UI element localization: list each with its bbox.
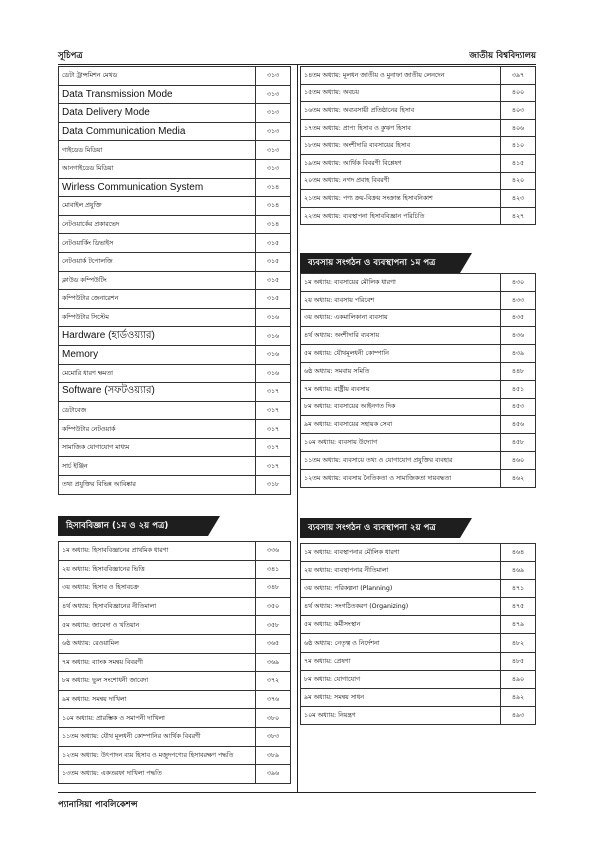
toc-entry-page: ৪৫৮ — [501, 434, 536, 452]
toc-entry-title: ৭ম অধ্যায়: প্রেষণা — [301, 652, 501, 670]
toc-row — [59, 560, 291, 579]
toc-entry-title: ২২তম অধ্যায়: ব্যবস্থাপনা হিসাববিজ্ঞান পরিচিতি — [301, 207, 501, 225]
toc-entry-title: নেটওয়ার্কিং ডিভাইস — [59, 234, 256, 253]
toc-entry-title: ক্লাউড কম্পিউটিং — [59, 271, 256, 290]
toc-entry-page: ৩১৩ — [256, 159, 291, 178]
toc-entry-title: ৮ম অধ্যায়: ভুল সংশোধনী জাবেদা — [59, 672, 256, 691]
toc-entry-page: ৩৮৩ — [256, 727, 291, 746]
toc-entry-page: ৩১৭ — [256, 420, 291, 439]
toc-table-ict — [58, 66, 291, 495]
toc-row — [301, 102, 536, 120]
toc-row — [301, 652, 536, 670]
toc-row — [301, 634, 536, 652]
toc-row — [59, 234, 291, 253]
toc-entry-page: ৪১৫ — [501, 154, 536, 172]
toc-entry-page: ৪৯২ — [501, 688, 536, 706]
toc-entry-page: ৩১৬ — [256, 308, 291, 327]
toc-row — [59, 634, 291, 653]
toc-row — [301, 670, 536, 688]
toc-entry-page: ৩১৩ — [256, 104, 291, 123]
toc-entry-title: ২য় অধ্যায়: ব্যবস্থাপনার নীতিমালা — [301, 562, 501, 580]
toc-entry-page: ৪৯৩ — [501, 706, 536, 724]
toc-row — [301, 598, 536, 616]
toc-entry-title: ৯ম অধ্যায়: ব্যবসায়ের সহায়ক সেবা — [301, 416, 501, 434]
toc-entry-page: ৩১৬ — [256, 345, 291, 364]
toc-entry-page: ৩৭২ — [256, 672, 291, 691]
toc-row — [301, 291, 536, 309]
toc-entry-title: ১ম অধ্যায়: হিসাববিজ্ঞানের প্রাথমিক ধারণা — [59, 542, 256, 561]
toc-row — [301, 380, 536, 398]
toc-row — [59, 364, 291, 383]
toc-entry-title: ৩য় অধ্যায়: হিসাব ও হিসাবচক্র — [59, 579, 256, 598]
toc-entry-page: ৩১৮ — [256, 476, 291, 495]
toc-entry-page: ৩১৪ — [256, 178, 291, 197]
toc-entry-title: Hardware (হার্ডওয়্যার) — [59, 327, 256, 346]
toc-row — [59, 383, 291, 402]
toc-entry-title: ৫ম অধ্যায়: জাবেদা ও খতিয়ান — [59, 616, 256, 635]
toc-row — [301, 434, 536, 452]
toc-entry-title: ৯ম অধ্যায়: সমন্বয় সাধন — [301, 688, 501, 706]
toc-entry-page: ৩১৭ — [256, 383, 291, 402]
footer-rule — [58, 792, 536, 793]
toc-row — [59, 178, 291, 197]
toc-entry-title: ১৬তম অধ্যায়: অব্যবসায়ী প্রতিষ্ঠানের হিসাব — [301, 102, 501, 120]
toc-row — [301, 706, 536, 724]
toc-entry-title: ২য় অধ্যায়: ব্যবসায় পরিবেশ — [301, 291, 501, 309]
toc-entry-page: ৩১৪ — [256, 215, 291, 234]
toc-row — [301, 469, 536, 487]
toc-entry-page: ৪৫৩ — [501, 398, 536, 416]
toc-row — [59, 327, 291, 346]
toc-entry-title: ১৭তম অধ্যায়: প্রাপ্য হিসাব ও কুঋণ হিসাব — [301, 119, 501, 137]
toc-row — [301, 562, 536, 580]
toc-row — [59, 542, 291, 561]
toc-entry-page: ৩৭৬ — [256, 690, 291, 709]
toc-row — [59, 104, 291, 123]
toc-entry-title: নেটওয়ার্ক টপোলজি — [59, 252, 256, 271]
toc-row — [59, 457, 291, 476]
toc-entry-title: মোবাইল প্রযুক্তি — [59, 197, 256, 216]
toc-row — [59, 746, 291, 765]
toc-row — [301, 172, 536, 190]
toc-entry-page: ৩১৫ — [256, 290, 291, 309]
toc-row — [301, 451, 536, 469]
toc-entry-title: ২১তম অধ্যায়: পণ্য ক্রয়-বিক্রয় সংক্রান্ত হিসাবনিকাশ — [301, 190, 501, 208]
toc-entry-title: ১০ম অধ্যায়: প্রারম্ভিক ও সমাপনী দাখিলা — [59, 709, 256, 728]
toc-row — [59, 727, 291, 746]
toc-entry-page: ৩৯৬ — [256, 765, 291, 784]
toc-row — [59, 597, 291, 616]
toc-entry-title: কম্পিউটার নেটওয়ার্ক — [59, 420, 256, 439]
toc-entry-page: ৩৬৯ — [256, 653, 291, 672]
toc-entry-page: ৪৩০ — [501, 274, 536, 292]
toc-row — [59, 67, 291, 86]
toc-table-accounting — [58, 541, 291, 784]
toc-row — [301, 119, 536, 137]
toc-entry-page: ৪২০ — [501, 172, 536, 190]
toc-entry-title: সামাজিক যোগাযোগ মাধ্যম — [59, 438, 256, 457]
toc-entry-title: কম্পিউটার জেনারেশন — [59, 290, 256, 309]
toc-entry-title: ৩য় অধ্যায়: পরিকল্পনা (Planning) — [301, 580, 501, 598]
toc-entry-title: ৭ম অধ্যায়: ব্যাংক সমন্বয় বিবরণী — [59, 653, 256, 672]
toc-entry-title: ৮ম অধ্যায়: ব্যবসায়ের আইনগত দিক — [301, 398, 501, 416]
toc-entry-page: ৩৪৮ — [256, 579, 291, 598]
toc-row — [301, 190, 536, 208]
toc-row — [301, 327, 536, 345]
toc-entry-title: ১ম অধ্যায়: ব্যবসায়ের মৌলিক ধারণা — [301, 274, 501, 292]
toc-entry-title: ১৫তম অধ্যায়: অবচয় — [301, 84, 501, 102]
toc-entry-page: ৪২৩ — [501, 190, 536, 208]
toc-entry-page: ৩৩৬ — [256, 542, 291, 561]
toc-entry-page: ৪৭৯ — [501, 616, 536, 634]
toc-row — [59, 197, 291, 216]
toc-entry-title: ১০ম অধ্যায়: ব্যবসায় উদ্যোগ — [301, 434, 501, 452]
toc-entry-title: ডেটা ট্রান্সমিশন মেথড — [59, 67, 256, 86]
toc-row — [59, 765, 291, 784]
toc-entry-page: ৩১৩ — [256, 85, 291, 104]
toc-row — [59, 579, 291, 598]
toc-entry-title: ৬ষ্ঠ অধ্যায়: রেওয়ামিল — [59, 634, 256, 653]
toc-entry-title: ১১তম অধ্যায়: যৌথ মূলধনী কোম্পানির আর্থিক বিবরণী — [59, 727, 256, 746]
toc-entry-page: ৪৭৫ — [501, 598, 536, 616]
toc-entry-page: ৩১৫ — [256, 234, 291, 253]
toc-entry-title: ৬ষ্ঠ অধ্যায়: সমবায় সমিতি — [301, 362, 501, 380]
toc-entry-page: ৩১৭ — [256, 438, 291, 457]
toc-entry-title: কম্পিউটার সিস্টেম — [59, 308, 256, 327]
toc-entry-page: ৩১৩ — [256, 67, 291, 86]
toc-row — [59, 271, 291, 290]
toc-row — [301, 207, 536, 225]
toc-entry-page: ৪৬০ — [501, 451, 536, 469]
toc-entry-title: ১৪তম অধ্যায়: মূলধন জাতীয় ও মুনাফা জাতীয় লেনদেন — [301, 67, 501, 85]
toc-row — [301, 544, 536, 562]
toc-entry-page: ৪৬৯ — [501, 562, 536, 580]
toc-entry-title: ১৩তম অধ্যায়: একতরফা দাখিলা পদ্ধতি — [59, 765, 256, 784]
toc-row — [59, 653, 291, 672]
toc-entry-title: ডেটাবেজ — [59, 401, 256, 420]
toc-entry-title: গাইডেড মিডিয়া — [59, 141, 256, 160]
toc-entry-page: ৪০৩ — [501, 102, 536, 120]
toc-row — [59, 308, 291, 327]
toc-entry-page: ৩৫০ — [256, 597, 291, 616]
toc-entry-title: ১২তম অধ্যায়: উৎপাদন ব্যয় হিসাব ও মজুদপণ্যের হিসাবরক্ষণ পদ্ধতি — [59, 746, 256, 765]
section-heading-business-2: ব্যবসায় সংগঠন ও ব্যবস্থাপনা ২য় পত্র — [300, 518, 460, 538]
toc-entry-page: ৪৭১ — [501, 580, 536, 598]
toc-row — [59, 709, 291, 728]
toc-entry-title: ১৮তম অধ্যায়: অংশীদারি ব্যবসায়ের হিসাব — [301, 137, 501, 155]
toc-table-accounting-cont — [300, 66, 536, 225]
toc-row — [59, 690, 291, 709]
toc-entry-page: ৩১৩ — [256, 122, 291, 141]
toc-row — [301, 67, 536, 85]
toc-row — [301, 309, 536, 327]
toc-entry-title: ১১তম অধ্যায়: ব্যবসায়ে তথ্য ও যোগাযোগ প্রযুক্তির ব্যবহার — [301, 451, 501, 469]
toc-table-business-2 — [300, 543, 536, 725]
toc-entry-page: ৪৩৫ — [501, 309, 536, 327]
toc-entry-title: ৪র্থ অধ্যায়: অংশীদারি ব্যবসায় — [301, 327, 501, 345]
section-heading-business-1: ব্যবসায় সংগঠন ও ব্যবস্থাপনা ১ম পত্র — [300, 253, 460, 273]
toc-entry-page: ৪৬২ — [501, 469, 536, 487]
toc-entry-page: ৩১৩ — [256, 141, 291, 160]
toc-entry-page: ৪৫১ — [501, 380, 536, 398]
toc-row — [301, 84, 536, 102]
toc-row — [59, 345, 291, 364]
toc-entry-page: ৩১৬ — [256, 327, 291, 346]
toc-row — [59, 141, 291, 160]
toc-row — [59, 438, 291, 457]
toc-entry-title: আনগাইডেড মিডিয়া — [59, 159, 256, 178]
toc-row — [301, 688, 536, 706]
toc-entry-title: ১০ম অধ্যায়: নিয়ন্ত্রণ — [301, 706, 501, 724]
toc-entry-title: ৩য় অধ্যায়: একমালিকানা ব্যবসায় — [301, 309, 501, 327]
toc-entry-page: ৪৮২ — [501, 634, 536, 652]
toc-entry-page: ৩৬৫ — [256, 634, 291, 653]
toc-entry-title: ১২তম অধ্যায়: ব্যবসায় নৈতিকতা ও সামাজিকতা দায়বদ্ধতা — [301, 469, 501, 487]
toc-entry-page: ৩৮০ — [256, 709, 291, 728]
toc-entry-page: ৩১৫ — [256, 252, 291, 271]
toc-entry-page: ৪০৬ — [501, 119, 536, 137]
toc-row — [301, 580, 536, 598]
toc-row — [59, 672, 291, 691]
toc-entry-page: ৩৪১ — [256, 560, 291, 579]
toc-entry-page: ৪৩৬ — [501, 327, 536, 345]
page-header-right: জাতীয় বিশ্ববিদ্যালয় — [469, 51, 536, 61]
toc-row — [301, 398, 536, 416]
toc-entry-page: ৩৮৯ — [256, 746, 291, 765]
toc-entry-page: ৪৬৪ — [501, 544, 536, 562]
toc-entry-page: ৪৯০ — [501, 670, 536, 688]
toc-entry-page: ৪৮৫ — [501, 652, 536, 670]
toc-entry-page: ৩১৬ — [256, 364, 291, 383]
toc-entry-page: ৪২৭ — [501, 207, 536, 225]
toc-entry-page: ৪৪৮ — [501, 362, 536, 380]
toc-row — [59, 420, 291, 439]
page-footer: প্যানাসিয়া পাবলিকেশন্স — [58, 800, 138, 810]
toc-row — [301, 362, 536, 380]
toc-row — [59, 252, 291, 271]
toc-entry-title: ৮ম অধ্যায়: যোগাযোগ — [301, 670, 501, 688]
toc-entry-title: Data Transmission Mode — [59, 85, 256, 104]
toc-entry-page: ৪৩৩ — [501, 291, 536, 309]
toc-entry-title: ৬ষ্ঠ অধ্যায়: নেতৃত্ব ও নির্দেশনা — [301, 634, 501, 652]
toc-entry-title: Data Communication Media — [59, 122, 256, 141]
toc-entry-page: ৪০০ — [501, 84, 536, 102]
toc-entry-title: Memory — [59, 345, 256, 364]
toc-entry-title: ৭ম অধ্যায়: রাষ্ট্রীয় ব্যবসায় — [301, 380, 501, 398]
toc-entry-title: ৫ম অধ্যায়: যৌথমূলধনী কোম্পানি — [301, 345, 501, 363]
toc-row — [59, 401, 291, 420]
toc-entry-title: ৯ম অধ্যায়: সমন্বয় দাখিলা — [59, 690, 256, 709]
toc-entry-title: সার্চ ইঞ্জিন — [59, 457, 256, 476]
toc-row — [301, 154, 536, 172]
toc-entry-page: ৩১৭ — [256, 457, 291, 476]
toc-table-business-1 — [300, 273, 536, 488]
toc-entry-title: তথ্য প্রযুক্তির বিভিন্ন আবিষ্কার — [59, 476, 256, 495]
toc-entry-title: ৪র্থ অধ্যায়: সংগঠিতকরণ (Organizing) — [301, 598, 501, 616]
toc-entry-page: ৩৫৮ — [256, 616, 291, 635]
toc-row — [59, 159, 291, 178]
toc-row — [301, 616, 536, 634]
toc-entry-page: ৪৫৬ — [501, 416, 536, 434]
toc-entry-page: ৩৯৭ — [501, 67, 536, 85]
toc-row — [59, 476, 291, 495]
toc-entry-page: ৩১৫ — [256, 271, 291, 290]
column-divider — [297, 64, 298, 792]
toc-entry-page: ৩১৪ — [256, 197, 291, 216]
toc-row — [59, 616, 291, 635]
page-header-left: সূচিপত্র — [58, 51, 83, 61]
toc-row — [301, 274, 536, 292]
toc-entry-title: Data Delivery Mode — [59, 104, 256, 123]
toc-entry-title: ২য় অধ্যায়: হিসাববিজ্ঞানের ভিত্তি — [59, 560, 256, 579]
toc-entry-title: Wirless Communication System — [59, 178, 256, 197]
toc-entry-title: Software (সফটওয়্যার) — [59, 383, 256, 402]
toc-entry-page: ৩১৭ — [256, 401, 291, 420]
toc-entry-page: ৪১০ — [501, 137, 536, 155]
toc-entry-title: মেমোরি ধারণ ক্ষমতা — [59, 364, 256, 383]
page-header — [58, 48, 536, 65]
toc-entry-title: ৪র্থ অধ্যায়: হিসাববিজ্ঞানের নীতিমালা — [59, 597, 256, 616]
section-heading-accounting: হিসাববিজ্ঞান (১ম ও ২য় পত্র) — [58, 516, 208, 536]
toc-entry-title: ১ম অধ্যায়: ব্যবস্থাপনার মৌলিক ধারণা — [301, 544, 501, 562]
toc-row — [301, 345, 536, 363]
toc-row — [59, 85, 291, 104]
toc-row — [59, 290, 291, 309]
toc-entry-title: ৫ম অধ্যায়: কর্মীসংস্থান — [301, 616, 501, 634]
toc-entry-title: নেটওয়ার্কের প্রকারভেদ — [59, 215, 256, 234]
toc-entry-title: ১৯তম অধ্যায়: আর্থিক বিবরণী বিশ্লেষণ — [301, 154, 501, 172]
toc-entry-title: ২০তম অধ্যায়: নগদ প্রবাহ বিবরণী — [301, 172, 501, 190]
toc-row — [59, 122, 291, 141]
toc-row — [301, 416, 536, 434]
toc-entry-page: ৪৩৯ — [501, 345, 536, 363]
toc-row — [301, 137, 536, 155]
toc-row — [59, 215, 291, 234]
